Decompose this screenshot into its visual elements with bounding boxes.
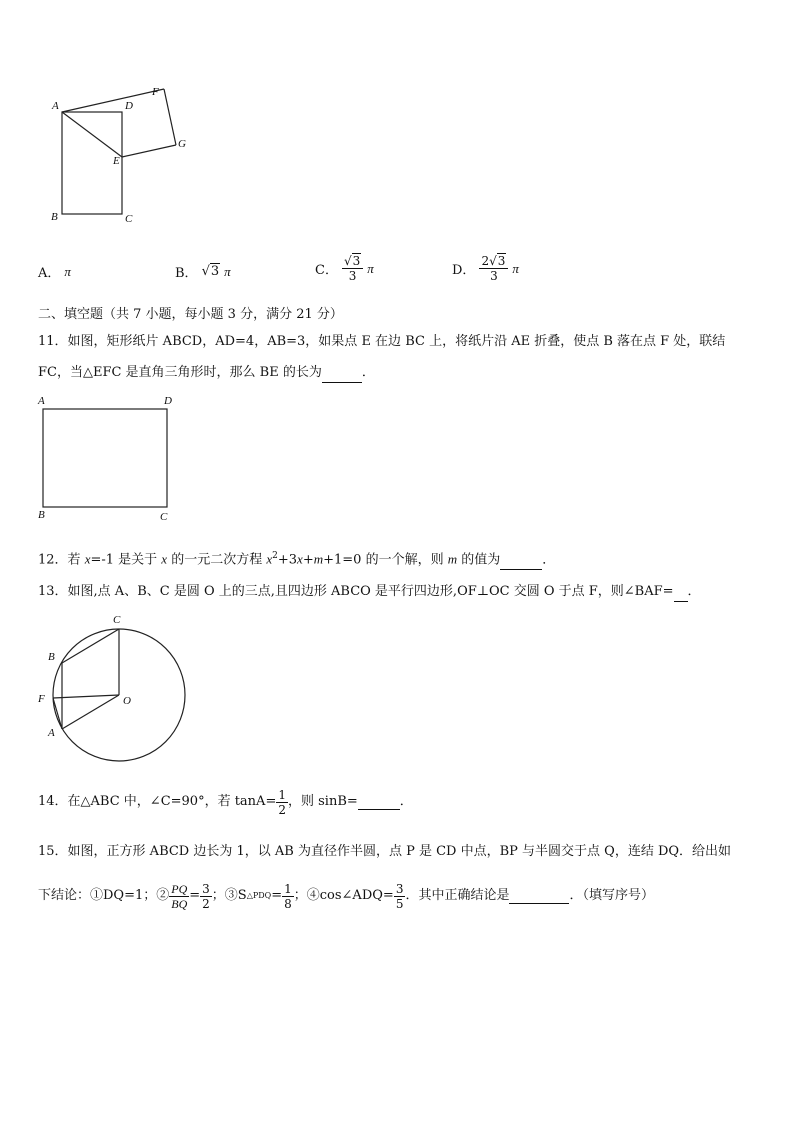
q14-p1: 14．在△ABC 中，∠C=90°，若 tanA= <box>38 794 277 809</box>
q10-option-d: D． $\frac{2√3}{3}$ π <box>452 254 519 283</box>
fig13-line-BC <box>62 629 119 663</box>
q15-line1: 15．如图，正方形 ABCD 边长为 1，以 AB 为直径作半圆，点 P 是 CD 中点，BP 与半圆交于点 Q，连结 DQ．给出如 <box>38 844 732 859</box>
fig11-rectangle <box>43 409 167 507</box>
fig11-label-C: C <box>160 511 168 523</box>
q10-option-d-suffix: π <box>512 260 519 276</box>
fig10-label-E: E <box>113 155 120 167</box>
q15-line2 <box>38 876 654 916</box>
q10-option-c-prefix: C． <box>315 263 338 278</box>
fig11-label-B: B <box>38 509 45 521</box>
q15-p2: ；③S <box>211 888 247 903</box>
q14-text <box>38 782 413 822</box>
q10-option-a <box>38 262 71 281</box>
fig10-line-AF <box>62 89 164 112</box>
q15-p3: ；④cos∠ADQ= <box>293 888 394 903</box>
q15-f1-den: BQ <box>171 896 188 911</box>
q12-p3: 的一元二次方程 <box>167 552 267 568</box>
q14-frac-den: 2 <box>278 802 286 817</box>
q12-eq-mid1: +3 <box>277 552 298 568</box>
section2-heading: 二、填空题（共 7 小题，每小题 3 分，满分 21 分） <box>38 307 343 322</box>
fig11-label-D: D <box>164 395 172 407</box>
q12-end: ． <box>542 552 556 568</box>
q15-f3-num: 1 <box>284 881 292 896</box>
q11-line1: 11．如图，矩形纸片 ABCD，AD=4，AB=3，如果点 E 在边 BC 上，将纸片沿 AE 折叠，使点 B 落在点 F 处，联结 <box>38 334 726 349</box>
q10-option-a-body: π <box>64 263 71 279</box>
q15-end: ．（填写序号） <box>569 888 654 903</box>
fig11-label-A: A <box>38 395 45 407</box>
q12-eq-sup: 2 <box>272 551 278 561</box>
q14-answer-blank[interactable] <box>358 795 400 810</box>
q12-text <box>38 546 555 570</box>
q12-eq-x: x <box>266 551 273 567</box>
q14-end: ． <box>399 794 413 809</box>
q12-p4: 的值为 <box>457 552 501 568</box>
q10-option-b-suffix: π <box>224 263 231 279</box>
q12-p2: =-1 是关于 <box>90 552 162 568</box>
q15-sub: △PDQ <box>246 891 272 900</box>
q10-option-b-prefix: B． <box>175 266 198 281</box>
q10-option-c: C． $\frac{√3}{3}$ π <box>315 254 374 283</box>
fig13-label-O: O <box>123 695 131 707</box>
q12-eq-mid3: +1=0 的一个解，则 <box>323 552 448 568</box>
q10-option-a-prefix: A． <box>38 266 61 281</box>
q15-eq1: = <box>189 888 201 903</box>
q12-eq-mid2: + <box>302 552 314 568</box>
q12-answer-blank[interactable] <box>500 555 542 570</box>
q13-answer-blank[interactable] <box>674 587 688 602</box>
q10-option-c-den: 3 <box>348 269 357 283</box>
q15-f2-den: 2 <box>202 896 210 911</box>
q12-p1: 12．若 <box>38 552 85 568</box>
q14-frac-num: 1 <box>278 787 286 802</box>
fig10-label-G: G <box>178 138 186 150</box>
fig13-label-A: A <box>48 727 55 739</box>
q12-eq-m: m <box>313 551 324 567</box>
q11-line2 <box>38 363 375 383</box>
fig10-line-FG <box>164 89 176 145</box>
q15-eq2: = <box>271 888 283 903</box>
q15-f2-num: 3 <box>202 881 210 896</box>
q15-f1-num: PQ <box>171 881 188 896</box>
q12-eq-x2: x <box>297 551 303 567</box>
fig13-line-OA <box>62 695 119 729</box>
fig13-label-C: C <box>113 614 121 626</box>
q14-p2: ，则 sinB= <box>287 794 358 809</box>
q15-answer-blank[interactable] <box>509 889 569 904</box>
q15-p1: 下结论：①DQ=1；② <box>38 888 170 903</box>
q11-answer-blank[interactable] <box>322 368 362 383</box>
q15-f4-num: 3 <box>395 881 404 896</box>
fig10-label-B: B <box>51 211 58 223</box>
fig13-line-FA <box>53 698 62 729</box>
q10-option-b-root: 3 <box>210 264 220 279</box>
q10-option-d-den: 3 <box>490 269 498 283</box>
q10-option-d-coef: 2 <box>481 254 490 268</box>
fig10-line-GE <box>122 145 176 157</box>
q10-option-c-suffix: π <box>367 260 374 276</box>
q13-body: 13．如图,点 A、B、C 是圆 O 上的三点,且四边形 ABCO 是平行四边形,OF⊥OC 交圆 O 于点 F，则∠BAF= <box>38 584 674 599</box>
fig10-label-A: A <box>52 100 59 112</box>
q10-option-b: B． √3 π <box>175 263 231 281</box>
q10-option-d-prefix: D． <box>452 263 476 278</box>
q11-line2-text: FC，当△EFC 是直角三角形时，那么 BE 的长为 <box>38 365 322 380</box>
q12-m2: m <box>447 551 458 567</box>
q15-f3-den: 8 <box>284 896 292 911</box>
fig13-line-FO <box>53 695 119 698</box>
fig13-circle <box>53 629 185 761</box>
q11-end: ． <box>361 365 375 380</box>
q15-f4-den: 5 <box>395 896 404 911</box>
fig13-label-F: F <box>38 693 45 705</box>
q13-text <box>38 582 701 602</box>
q12-x1: x <box>84 551 91 567</box>
fig10-label-C: C <box>125 213 133 225</box>
fig10-line-AE <box>62 112 122 157</box>
q13-end: ． <box>687 584 701 599</box>
q15-p4: ．其中正确结论是 <box>405 888 510 903</box>
q10-option-d-root: 3 <box>497 254 506 268</box>
q10-option-c-root: 3 <box>352 254 361 268</box>
fig13-label-B: B <box>48 651 55 663</box>
fig10-label-F: F <box>152 86 159 98</box>
fig10-label-D: D <box>125 100 133 112</box>
q12-x2: x <box>161 551 168 567</box>
